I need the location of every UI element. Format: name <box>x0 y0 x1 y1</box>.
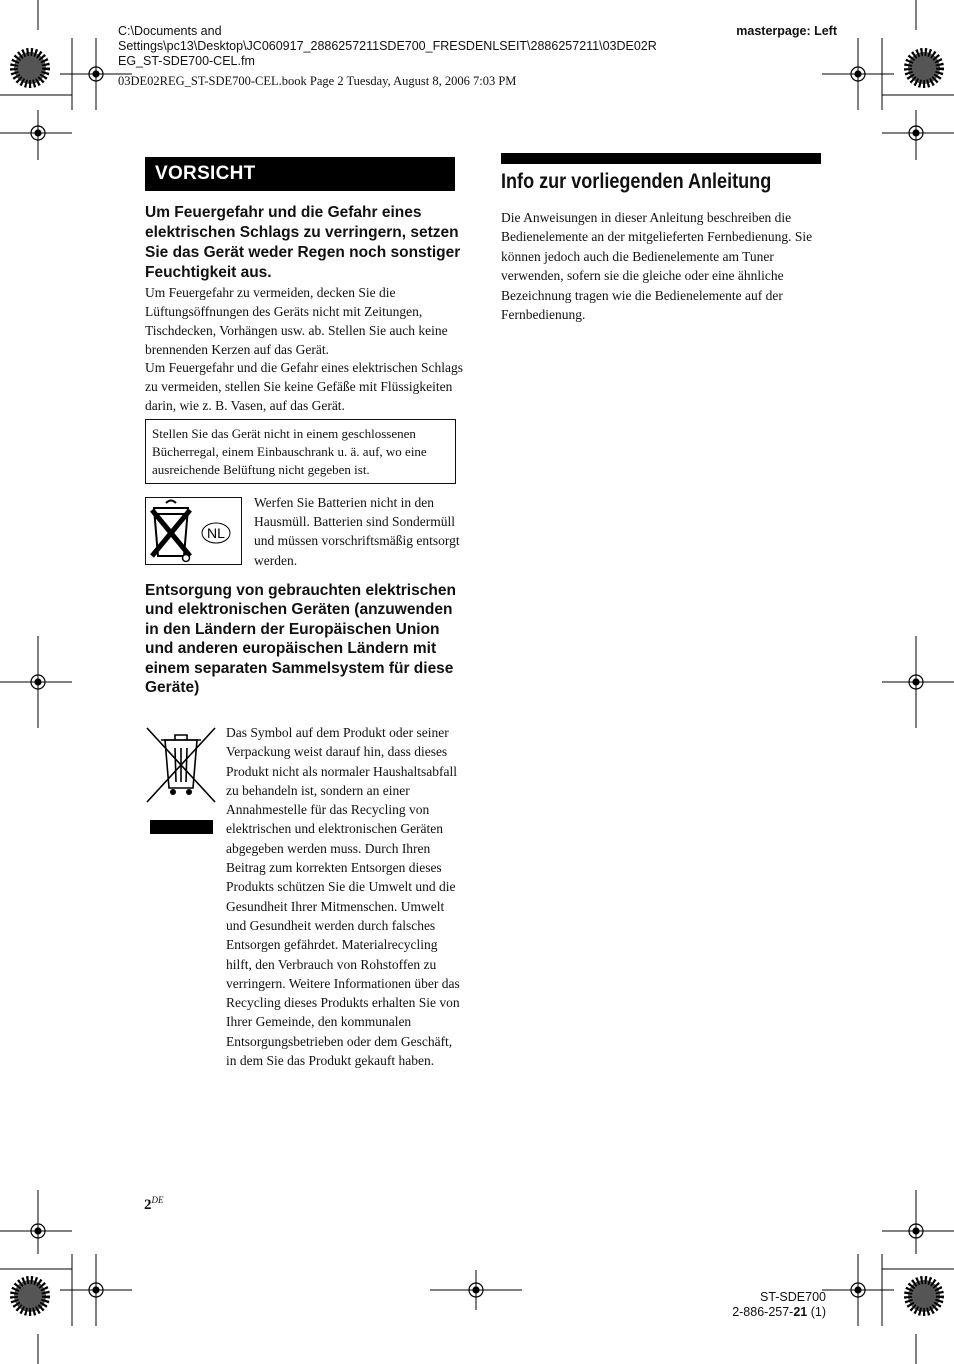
part-number: 2-886-257-21 (1) <box>732 1305 826 1319</box>
ventilation-notice: Stellen Sie das Gerät nicht in einem geschlossenen Bücherregal, einem Einbauschrank u. ä. auf, wo eine ausreichende Belüftung nicht gegeben ist. <box>145 419 456 484</box>
book-info: 03DE02REG_ST-SDE700-CEL.book Page 2 Tuesday, August 8, 2006 7:03 PM <box>118 74 517 88</box>
battery-text: Werfen Sie Batterien nicht in den Hausmüll. Batterien sind Sondermüll und müssen vorschriftsmäßig entsorgt werden. <box>254 495 460 568</box>
info-body: Die Anweisungen in dieser Anleitung beschreiben die Bedienelemente an der mitgelieferten Fernbedienung. Sie können jedoch auch die Bedienelemente am Tuner verwenden, sofern sie die gleiche oder eine ähnliche Bezeichnung tragen wie die Bedienelemente auf der Fernbedienung. <box>501 210 813 323</box>
model-info <box>700 1290 826 1320</box>
page-language-suffix: DE <box>151 1195 164 1205</box>
battery-disposal-icon <box>145 497 242 565</box>
model-name: ST-SDE700 <box>759 1290 826 1304</box>
page-number-value: 2 <box>144 1197 152 1213</box>
page-number <box>144 1195 164 1214</box>
file-path-line: C:\Documents and <box>118 24 222 38</box>
weee-crossed-bin-icon <box>145 726 217 836</box>
warning-paragraph: Um Feuergefahr zu vermeiden, decken Sie die Lüftungsöffnungen des Geräts nicht mit Zeitungen, Tischdecken, Vorhängen usw. ab. Stellen Sie auch keine brennenden Kerzen auf das Gerät. <box>145 285 448 357</box>
section-rule <box>501 153 821 164</box>
weee-text: Das Symbol auf dem Produkt oder seiner Verpackung weist darauf hin, dass dieses Produkt nicht als normaler Haushaltsabfall zu behandeln ist, sondern an einer Annahmestelle für das Recycling von elektrischen und elektronischen Geräten abgegeben werden muss. Durch Ihren Beitrag zum korrekten Entsorgen dieses Produkts schützen Sie die Umwelt und die Gesundheit Ihrer Mitmenschen. Umwelt und Gesundheit werden durch falsches Entsorgen gefährdet. Materialrecycling hilft, den Verbrauch von Rohstoffen zu verringern. Weitere Informationen über das Recycling dieses Produkts erhalten Sie von Ihrer Gemeinde, den kommunalen Entsorgungsbetrieben oder dem Geschäft, in dem Sie das Produkt gekauft haben. <box>226 725 460 1069</box>
masterpage-label: masterpage: Left <box>736 24 837 38</box>
warning-paragraph: Um Feuergefahr und die Gefahr eines elektrischen Schlags zu vermeiden, stellen Sie keine Gefäße mit Flüssigkeiten darin, wie z. B. Vasen, auf das Gerät. <box>145 360 464 413</box>
section-title-vorsicht: VORSICHT <box>145 157 455 191</box>
file-path <box>118 24 718 69</box>
info-heading: Info zur vorliegenden Anleitung <box>501 170 772 193</box>
weee-heading: Entsorgung von gebrauchten elektrischen und elektronischen Geräten (anzuwenden in den Ländern der Europäischen Union und anderen europäischen Ländern mit einem separaten Sammelsystem für diese Geräte) <box>145 582 456 697</box>
battery-badge-text: NL <box>207 525 225 541</box>
file-path-line: Settings\pc13\Desktop\JC060917_2886257211SDE700_FRESDENLSEIT\2886257211\03DE02R <box>118 39 657 53</box>
warning-heading: Um Feuergefahr und die Gefahr eines elektrischen Schlags zu verringern, setzen Sie das Gerät weder Regen noch sonstiger Feuchtigkeit aus. <box>145 204 461 281</box>
file-path-line: EG_ST-SDE700-CEL.fm <box>118 54 255 68</box>
